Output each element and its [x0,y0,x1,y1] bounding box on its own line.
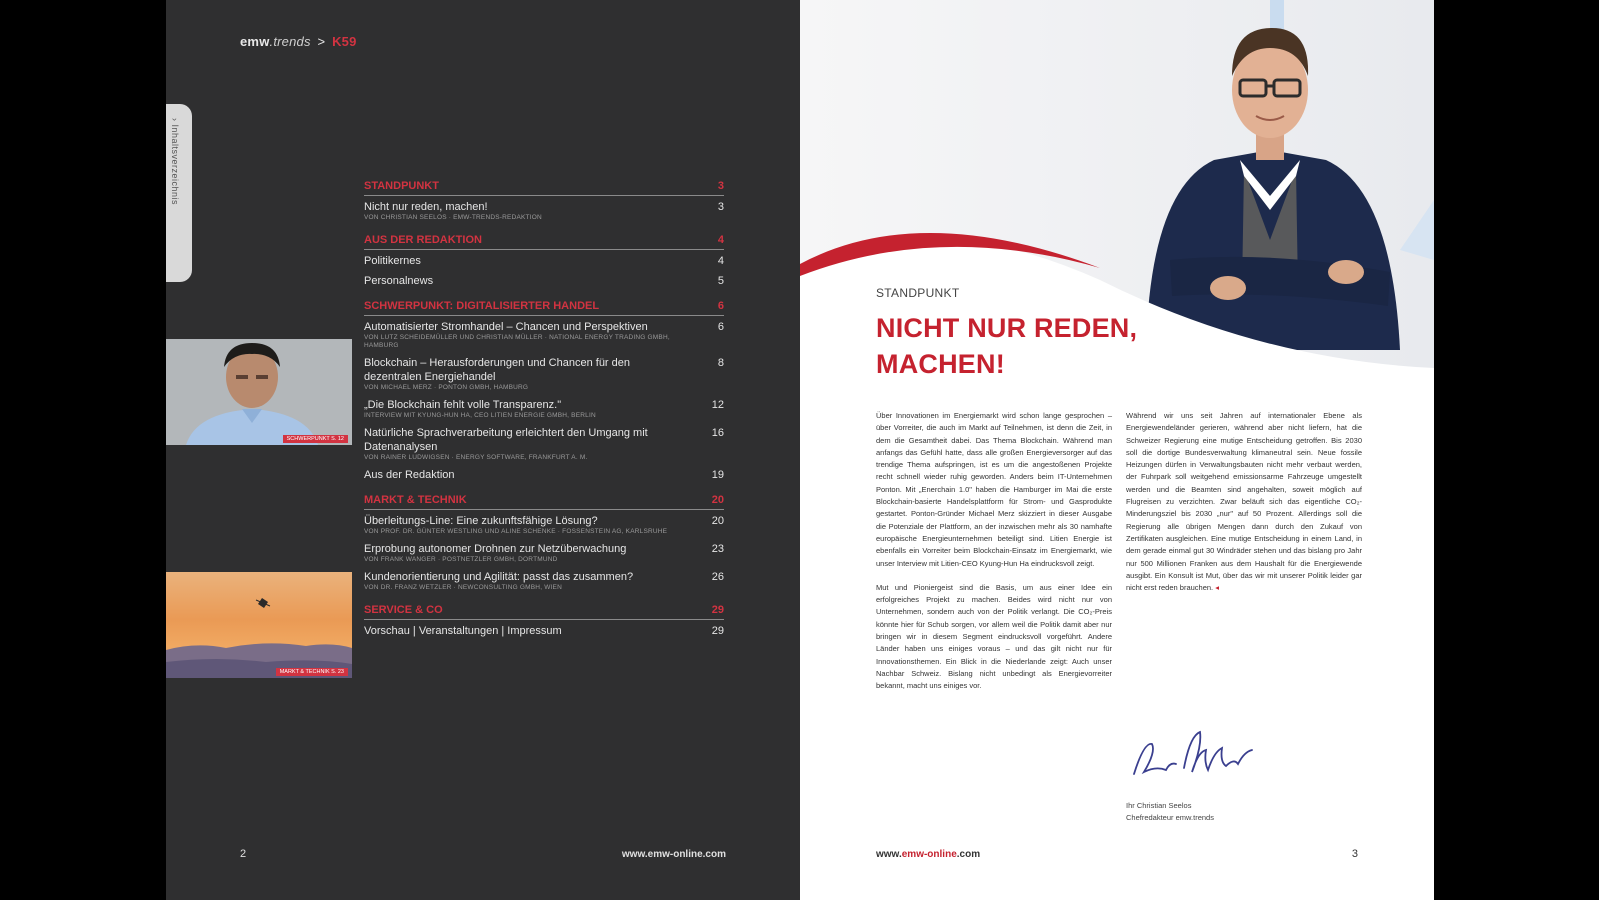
section-label: STANDPUNKT [876,286,960,300]
toc-entry-text [364,426,684,462]
url-suffix: .com [956,849,981,860]
toc-entry[interactable] [364,570,724,592]
toc-entry-text [364,468,684,482]
headline-line-2: MACHEN! [876,349,1005,379]
contents-tab-label: › Inhaltsverzeichnis [170,118,180,206]
toc-entry[interactable] [364,398,724,420]
paragraph-text: Während wir uns seit Jahren auf internationaler Ebene als Energiewendeländer gerieren, während aber nicht liefern, hat die Schweizer Regierung eine mutige Entscheidung getroffen. Bis 2030 soll die dortige Bundesverwaltung klimaneutral sein. Neue fossile Heizungen dürfen in Verwaltungsbauten nicht mehr verbaut werden, der Fuhrpark soll weitgehend emissionsarme Fahrzeuge umgestellt werden und die Beamten sind angehalten, soweit möglich auf Flugreisen zu verzichten. Zwar beläuft sich das eigentliche CO₂-Minderungsziel bis 2030 „nur" auf 50 Prozent. Allerdings soll die Regierung alle übrigen Mengen dann durch den Zukauf von Zertifikaten ausgleichen. Eine mutige Entscheidung in einem Land, in dem gerade einmal gut 30 Windräder stehen und das bislang pro Jahr nur 500 Millionen Franken aus dem Haushalt für die Energiewende ausgibt. Ein Konsult ist Mut, über das wir mit unserer Politik leider gar nicht erst reden brauchen. [1126,411,1362,593]
url-prefix: www. [876,849,902,860]
toc-entry-page: 19 [711,469,724,481]
toc-entry[interactable] [364,542,724,564]
person-photo [166,339,352,445]
toc-section [364,234,724,288]
toc-entry-byline: VON CHRISTIAN SEELOS · EMW-TRENDS-REDAKTION [364,214,542,221]
logo-trend: .trends [269,34,311,49]
toc-entry-byline: VON LUTZ SCHEIDEMÜLLER UND CHRISTIAN MÜLLER · NATIONAL ENERGY TRADING GMBH, HAMBURG [364,334,670,349]
toc-entry-page: 8 [717,357,724,369]
signature-block [1126,800,1214,824]
toc-entry-page: 23 [711,543,724,555]
left-page [166,0,800,900]
toc-entry-text [364,398,684,420]
url-highlight: emw-online [901,849,957,860]
toc-section [364,494,724,592]
toc-section-page: 4 [717,234,724,246]
toc-entry[interactable] [364,274,724,288]
right-page [800,0,1434,900]
toc-entry-title: „Die Blockchain fehlt volle Transparenz." [364,399,562,411]
toc-entry[interactable] [364,356,724,392]
toc-section-page: 6 [717,300,724,312]
logo-arrow: > [317,34,326,49]
toc-entry-text [364,320,684,350]
toc-entry-title: Aus der Redaktion [364,469,455,481]
toc-entry-title: Natürliche Sprachverarbeitung erleichtert den Umgang mit Datenanalysen [364,427,648,453]
toc-section-title: AUS DER REDAKTION [364,234,482,246]
signature-name: Ihr Christian Seelos [1126,801,1192,810]
toc-entry-byline: INTERVIEW MIT KYUNG-HUN HA, CEO LITIEN ENERGIE GMBH, BERLIN [364,412,596,419]
toc-entry-page: 4 [717,255,724,267]
toc-section-heading[interactable] [364,604,724,620]
toc-entry-title: Automatisierter Stromhandel – Chancen und Perspektiven [364,321,648,333]
paragraph: Mut und Pioniergeist sind die Basis, um aus einer Idee ein erfolgreiches Projekt zu machen. Beides wird nicht nur von Unternehmen, sondern auch von der Politik verlangt. Die CO₂-Preis könnte hier für Schub sorgen, vor allem weil die Politik damit aber nur bringen wir in diesem Segment eindrucksvoll vorgeführt. Andere Länder haben uns einiges voraus – und das gilt nicht nur für Innovationsthemen. Ein Blick in die Niederlande zeigt: Auch unser Nachbar Schweiz. Bislang nicht unbedingt als Energievorreiter bekannt, macht uns einiges vor. [876,582,1112,691]
thumbnail-portrait [166,339,352,445]
signature-role: Chefredakteur emw.trends [1126,813,1214,822]
article-column-2 [1126,410,1362,606]
toc-section-page: 20 [711,494,724,506]
toc-entry-text [364,514,684,536]
toc-entry-byline: VON FRANK WANGER · POSTNETZLER GMBH, DORTMUND [364,556,558,563]
toc-entry-byline: VON DR. FRANZ WETZLER · NEWCONSULTING GMBH, WIEN [364,584,562,591]
toc-entry-page: 16 [711,427,724,439]
toc-entry-title: Blockchain – Herausforderungen und Chancen für den dezentralen Energiehandel [364,357,631,383]
magazine-spread [166,0,1434,900]
paragraph [1126,410,1362,594]
toc-entry-text [364,274,684,288]
contents-tab[interactable] [166,104,192,282]
toc-entry[interactable] [364,468,724,482]
website-link[interactable]: www.emw-online.com [621,849,726,860]
thumbnail-badge: SCHWERPUNKT S. 12 [283,435,348,443]
toc-entry-title: Nicht nur reden, machen! [364,201,488,213]
toc-entry[interactable] [364,200,724,222]
toc-entry[interactable] [364,320,724,350]
toc-section-title: STANDPUNKT [364,180,439,192]
toc-section [364,604,724,638]
magazine-logo [240,34,357,49]
toc-entry-page: 3 [717,201,724,213]
toc-section [364,180,724,222]
toc-section-heading[interactable] [364,180,724,196]
issue-number: K59 [332,34,357,49]
toc-section [364,300,724,482]
toc-entry-text [364,200,684,222]
toc-entry-byline: VON MICHAEL MERZ · PONTON GMBH, HAMBURG [364,384,529,391]
toc-entry-page: 29 [711,625,724,637]
toc-section-heading[interactable] [364,494,724,510]
end-mark-icon: ◂ [1215,583,1219,593]
signature-image [1126,722,1266,788]
toc-entry-text [364,542,684,564]
toc-entry[interactable] [364,426,724,462]
toc-entry-text [364,624,684,638]
page-number: 2 [240,848,247,860]
toc-entry-page: 5 [717,275,724,287]
toc-entry-page: 6 [717,321,724,333]
toc-entry-text [364,570,684,592]
logo-brand: emw [240,34,270,49]
page-number: 3 [1351,848,1358,860]
toc-entry[interactable] [364,514,724,536]
toc-entry-text [364,254,684,268]
article-headline [876,310,1196,382]
article-column-1 [876,410,1112,705]
paragraph: Über Innovationen im Energiemarkt wird schon lange gesprochen – über Vorreiter, die auch im Markt auf Teilnehmen, ist denn die Zeit, in dem die Gesamtheit dabei. Das Thema Blockchain. Während man anfangs das Gefühl hatte, dass alle großen Energieversorger auf das trendige Thema aufspringen, ist es um die angestoßenen Projekte recht schnell wieder ruhig geworden. Anders beim IT-Unternehmen Ponton. Mit „Enerchain 1.0" haben die Hamburger im Mai die erste Blockchain-basierte Handelsplattform für Strom- und Gasprodukte gestartet. Ponton-Gründer Michael Merz skizziert in dieser Ausgabe die Potenziale der Plattform, an der inzwischen mehr als 30 namhafte europäische Energieunternehmen beteiligt sind. Litien Energie ist ebenfalls ein Vorreiter beim Blockchain-Einsatz im Energiemarkt, wie unser Interview mit Litien-CEO Kyung-Hun Ha eindrucksvoll zeigt. [876,411,1112,568]
website-link[interactable] [876,849,980,860]
toc-section-page: 3 [717,180,724,192]
toc-entry-title: Überleitungs-Line: Eine zukunftsfähige Lösung? [364,515,598,527]
toc-entry-page: 26 [711,571,724,583]
toc-section-title: MARKT & TECHNIK [364,494,467,506]
thumbnail-badge: MARKT & TECHNIK S. 23 [276,668,348,676]
toc-entry-title: Vorschau | Veranstaltungen | Impressum [364,625,562,637]
toc-entry-title: Kundenorientierung und Agilität: passt das zusammen? [364,571,634,583]
toc-entry-byline: VON PROF. DR. GÜNTER WESTLING UND ALINE SCHENKE · FOSSENSTEIN AG, KARLSRUHE [364,528,668,535]
toc-section-title: SCHWERPUNKT: DIGITALISIERTER HANDEL [364,300,600,312]
toc-section-title: SERVICE & CO [364,604,443,616]
toc-entry-title: Politikernes [364,255,421,267]
headline-line-1: NICHT NUR REDEN, [876,313,1138,343]
toc-entry-text [364,356,684,392]
toc-entry-title: Personalnews [364,275,434,287]
toc-entry[interactable] [364,624,724,638]
thumbnail-drone [166,572,352,678]
toc-entry[interactable] [364,254,724,268]
toc-entry-title: Erprobung autonomer Drohnen zur Netzüberwachung [364,543,627,555]
toc-section-heading[interactable] [364,234,724,250]
toc-entry-page: 12 [711,399,724,411]
drone-sunset-photo [166,572,352,678]
toc-entry-page: 20 [711,515,724,527]
toc-section-heading[interactable] [364,300,724,316]
table-of-contents [364,180,724,638]
toc-section-page: 29 [711,604,724,616]
toc-entry-byline: VON RAINER LUDWIGSEN · ENERGY SOFTWARE, FRANKFURT A. M. [364,454,588,461]
